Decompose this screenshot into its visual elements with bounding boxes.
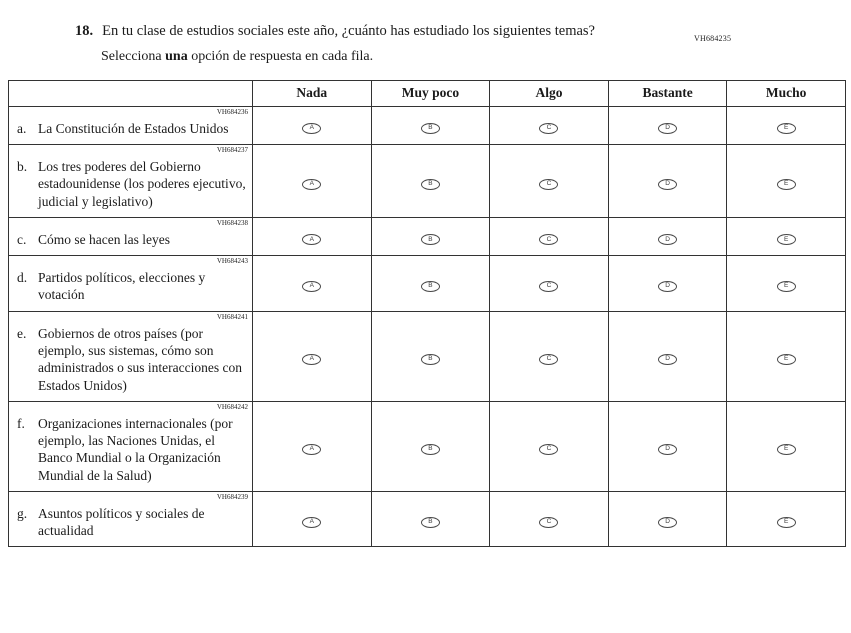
answer-oval[interactable] [421,123,440,134]
option-cell [490,401,609,491]
option-cell [253,311,372,401]
answer-oval[interactable] [777,444,796,455]
table-row [9,256,846,312]
oval-letter: D [665,235,670,243]
row-code: VH684237 [216,146,248,155]
answer-oval[interactable] [658,123,677,134]
row-code: VH684238 [216,218,248,227]
option-cell [727,401,846,491]
option-cell [253,491,372,547]
table-row [9,106,846,144]
answer-oval[interactable] [539,444,558,455]
column-header: Bastante [608,80,727,106]
column-header: Mucho [727,80,846,106]
oval-letter: B [428,235,433,243]
option-cell [253,256,372,312]
answer-oval[interactable] [421,281,440,292]
row-label: g. [17,505,28,521]
answer-oval[interactable] [658,354,677,365]
row-label: a. [17,120,27,136]
answer-oval[interactable] [539,354,558,365]
question-number: 18. [75,23,94,39]
column-header: Algo [490,80,609,106]
oval-letter: E [784,180,789,187]
answer-oval[interactable] [421,517,440,528]
option-cell [371,145,490,218]
oval-letter: D [665,124,670,132]
question-text: En tu clase de estudios sociales este año, ¿cuánto has estudiado los siguientes temas? [102,23,595,39]
oval-letter: D [665,445,670,453]
column-header: Nada [253,80,372,106]
answer-oval[interactable] [777,234,796,245]
row-code: VH684236 [216,107,248,116]
answer-oval[interactable] [777,123,796,134]
option-cell [608,217,727,255]
oval-letter: E [784,355,789,363]
oval-letter: C [546,518,552,526]
row-text: Gobiernos de otros países (por ejemplo, sus sistemas, cómo son administrados o sus interacciones con Estados Unidos) [38,325,242,393]
row-label: c. [17,231,27,247]
oval-letter: B [428,124,433,132]
row-text: Asuntos políticos y sociales de actualidad [38,505,205,539]
option-cell [608,401,727,491]
answer-oval[interactable] [302,179,321,190]
answer-oval[interactable] [421,444,440,455]
answer-oval[interactable] [777,281,796,292]
oval-letter: C [546,355,552,363]
row-stub [9,491,253,547]
answer-oval[interactable] [539,123,558,134]
option-cell [608,491,727,547]
option-cell [608,145,727,218]
option-cell [608,106,727,144]
option-cell [253,217,372,255]
option-cell [253,401,372,491]
answer-oval[interactable] [658,444,677,455]
row-stub [9,106,253,144]
row-text: La Constitución de Estados Unidos [38,120,229,136]
row-code: VH684241 [216,312,248,321]
row-label: b. [17,159,28,175]
row-code: VH684242 [216,402,248,411]
table-row [9,311,846,401]
oval-letter: B [428,518,433,526]
oval-letter: C [546,445,552,453]
row-label: f. [17,415,25,431]
row-stub [9,256,253,312]
table-row [9,217,846,255]
header-row [9,80,846,106]
option-cell [727,217,846,255]
oval-letter: C [546,180,552,187]
oval-letter: E [784,282,789,290]
answer-oval[interactable] [777,354,796,365]
question-block [75,22,851,65]
option-cell [608,311,727,401]
row-item [17,158,246,210]
instruction-suffix: opción de respuesta en cada fila. [187,48,374,64]
answer-oval[interactable] [539,517,558,528]
form-code: VH684235 [694,34,732,43]
answer-oval[interactable] [658,179,677,190]
option-cell [727,256,846,312]
answer-oval[interactable] [302,354,321,365]
table-row [9,145,846,218]
oval-letter: A [309,518,314,526]
row-stub [9,311,253,401]
answer-oval[interactable] [302,234,321,245]
row-item [17,505,246,540]
instruction-prefix: Selecciona [101,48,166,64]
option-cell [253,106,372,144]
oval-letter: B [428,282,433,290]
oval-letter: D [665,180,670,187]
answer-oval[interactable] [302,281,321,292]
answer-oval[interactable] [539,281,558,292]
oval-letter: E [784,445,789,453]
oval-letter: A [309,355,314,363]
option-cell [727,311,846,401]
answer-oval[interactable] [658,517,677,528]
oval-letter: C [546,282,552,290]
option-cell [253,145,372,218]
row-code: VH684243 [216,257,248,266]
header-stub [9,80,253,106]
row-stub [9,145,253,218]
answer-oval[interactable] [302,123,321,134]
oval-letter: D [665,518,670,526]
answer-oval[interactable] [658,281,677,292]
row-text: Cómo se hacen las leyes [38,231,170,247]
answer-oval[interactable] [539,234,558,245]
oval-letter: A [309,180,314,187]
answer-oval[interactable] [302,444,321,455]
option-cell [371,106,490,144]
option-cell [490,256,609,312]
oval-letter: A [309,124,314,132]
row-item [17,231,246,248]
oval-letter: E [784,124,789,132]
oval-letter: B [428,180,433,187]
oval-letter: E [784,518,789,526]
row-item [17,325,246,394]
option-cell [371,311,490,401]
row-code: VH684239 [216,492,248,501]
answer-oval[interactable] [421,234,440,245]
option-cell [490,311,609,401]
row-label: e. [17,325,27,341]
option-cell [490,145,609,218]
option-cell [371,401,490,491]
row-item [17,120,246,137]
oval-letter: E [784,235,789,243]
option-cell [371,256,490,312]
oval-letter: A [309,235,314,243]
column-header: Muy poco [371,80,490,106]
oval-letter: C [546,124,552,132]
option-cell [727,106,846,144]
row-item [17,269,246,304]
answer-oval[interactable] [421,179,440,190]
oval-letter: C [546,235,552,243]
question-line [75,22,851,41]
answer-oval[interactable] [421,354,440,365]
oval-letter: A [309,282,314,290]
oval-letter: B [428,445,433,453]
table-row [9,491,846,547]
row-stub [9,217,253,255]
question-instruction [101,49,851,65]
instruction-bold: una [165,48,188,64]
row-text: Partidos políticos, elecciones y votación [38,270,206,303]
oval-letter: A [309,445,314,453]
option-cell [608,256,727,312]
row-label: d. [17,270,28,286]
option-cell [490,106,609,144]
row-text: Organizaciones internacionales (por ejemplo, las Naciones Unidas, el Banco Mundial o la Organización Mundial de la Salud) [38,415,233,483]
answer-oval[interactable] [658,234,677,245]
table-row [9,401,846,491]
row-stub [9,401,253,491]
answer-oval[interactable] [777,517,796,528]
answer-oval[interactable] [302,517,321,528]
option-cell [490,491,609,547]
row-text: Los tres poderes del Gobierno estadounidense (los poderes ejecutivo, judicial y legislativo) [38,159,246,209]
answer-oval[interactable] [539,179,558,190]
response-table [8,80,846,548]
row-item [17,415,246,484]
answer-oval[interactable] [777,179,796,190]
option-cell [371,217,490,255]
option-cell [727,491,846,547]
oval-letter: D [665,282,670,290]
option-cell [727,145,846,218]
oval-letter: D [665,355,670,363]
oval-letter: B [428,355,433,363]
option-cell [490,217,609,255]
option-cell [371,491,490,547]
